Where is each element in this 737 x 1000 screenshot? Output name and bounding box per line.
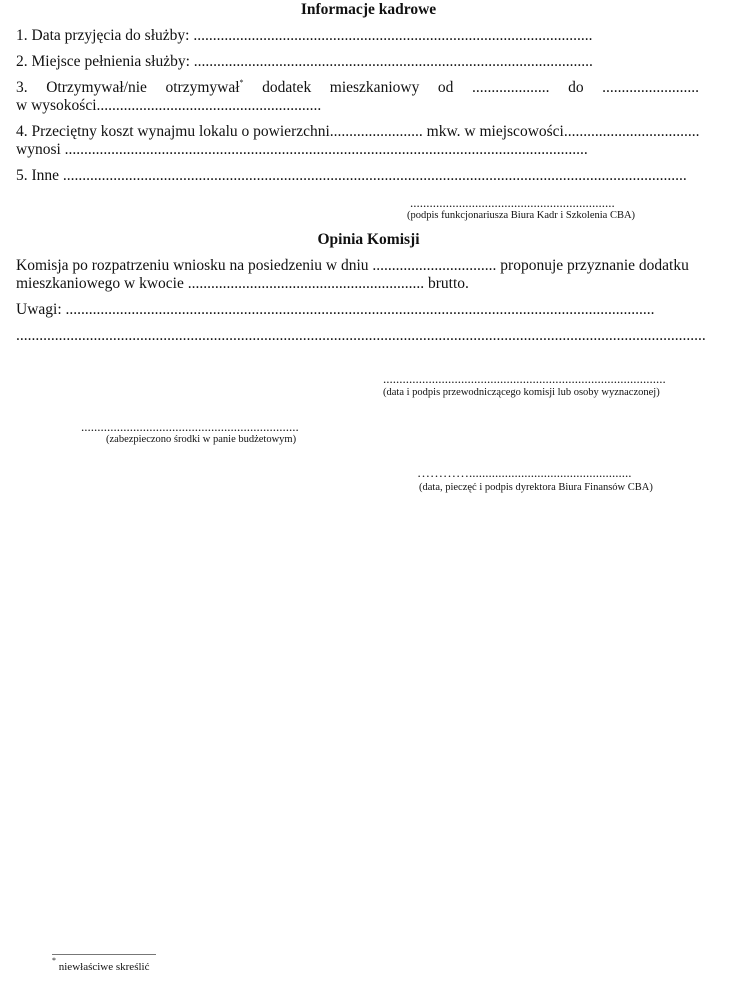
hr-item-other: 5. Inne ................................................................................................................................................................. <box>16 167 687 184</box>
hr-item3-word: 3. Otrzymywał/nie <box>16 79 147 96</box>
hr-item3-word: od <box>437 79 454 96</box>
hr-item-housing-allowance <box>16 79 699 97</box>
finance-signature-caption: (data, pieczęć i podpis dyrektora Biura Finansów CBA) <box>419 482 653 493</box>
section-title-committee: Opinia Komisji <box>317 231 420 248</box>
footnote-mark: * <box>239 78 244 87</box>
hr-item3-date-from-blank: .................... <box>471 79 550 96</box>
hr-item3-amount-line: w wysokości.......................................................... <box>16 97 322 114</box>
hr-item-service-start-date: 1. Data przyjęcia do służby: ....................................................................................................... <box>16 27 593 44</box>
committee-remarks: Uwagi: ........................................................................................................................................................ <box>16 301 655 318</box>
hr-item3-word: do <box>568 79 584 96</box>
footnote-symbol: * <box>52 956 56 965</box>
hr-item3-word: otrzymywał* <box>165 78 244 96</box>
hr-signature-caption: (podpis funkcjonariusza Biura Kadr i Szkolenia CBA) <box>407 210 636 221</box>
hr-item4-amount-line: wynosi ....................................................................................................................................... <box>16 141 588 158</box>
chair-signature-line: ....................................................................................... <box>383 371 666 386</box>
footnote <box>52 956 150 973</box>
section-title-hr: Informacje kadrowe <box>300 1 437 18</box>
committee-proposal-line2: mieszkaniowego w kwocie ............................................................. brutto. <box>16 275 469 292</box>
hr-item-service-place: 2. Miejsce pełnienia służby: ....................................................................................................... <box>16 53 593 70</box>
hr-item3-word: mieszkaniowy <box>329 79 420 96</box>
footnote-text: niewłaściwe skreślić <box>56 961 150 973</box>
hr-signature-line: ............................................................... <box>410 195 615 210</box>
committee-remarks-continued: .................................................................................................................................................................................. <box>16 327 706 344</box>
hr-item3-date-to-blank: ......................... <box>602 79 700 96</box>
committee-proposal-line1: Komisja po rozpatrzeniu wniosku na posiedzeniu w dniu ................................ proponuje przyznanie dodatku <box>16 257 689 274</box>
footnote-separator <box>52 954 156 955</box>
hr-item-rent-cost: 4. Przeciętny koszt wynajmu lokalu o powierzchni........................ mkw. w miejscowości................................... <box>16 123 700 140</box>
finance-signature-line: ………….................................................. <box>417 465 632 480</box>
hr-item3-word: dodatek <box>262 79 312 96</box>
chair-signature-caption: (data i podpis przewodniczącego komisji lub osoby wyznaczonej) <box>383 387 660 398</box>
budget-signature-caption: (zabezpieczono środki w panie budżetowym) <box>106 434 297 445</box>
budget-signature-line: ................................................................... <box>81 419 299 434</box>
